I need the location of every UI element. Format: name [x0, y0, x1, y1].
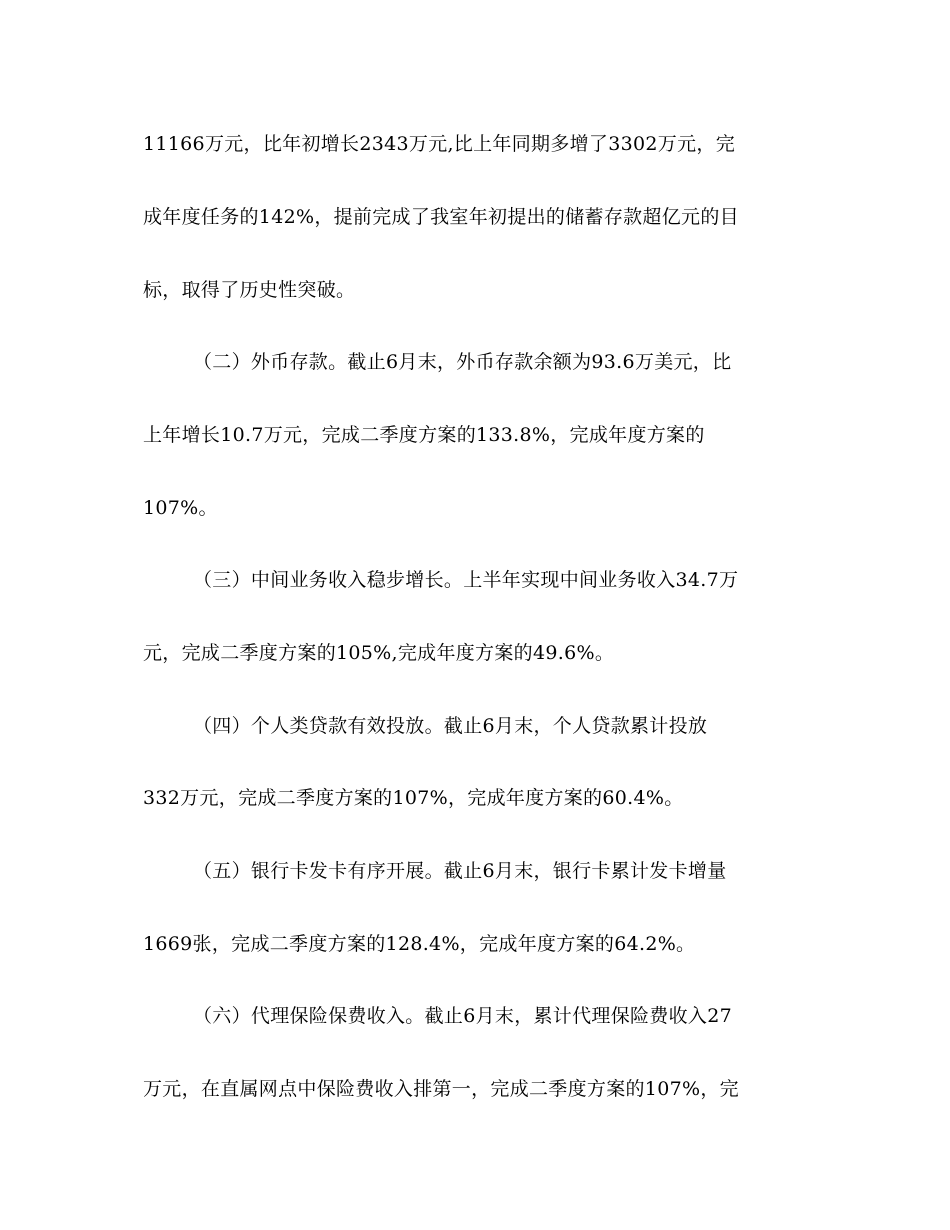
text-line-10: 332万元，完成二季度方案的107%，完成年度方案的60.4%。: [143, 787, 684, 809]
text-line-6: 107%。: [143, 497, 218, 519]
paragraph-2-heading-line: （二）外币存款。截止6月末，外币存款余额为93.6万美元，比: [193, 351, 732, 373]
paragraph-3-heading-line: （三）中间业务收入稳步增长。上半年实现中间业务收入34.7万: [193, 569, 739, 591]
paragraph-6-heading-line: （六）代理保险保费收入。截止6月末，累计代理保险费收入27: [193, 1005, 732, 1027]
text-line-3: 标，取得了历史性突破。: [143, 279, 356, 301]
text-line-8: 元，完成二季度方案的105%,完成年度方案的49.6%。: [143, 642, 615, 664]
paragraph-5-heading-line: （五）银行卡发卡有序开展。截止6月末，银行卡累计发卡增量: [193, 860, 727, 882]
text-line-2: 成年度任务的142%，提前完成了我室年初提出的储蓄存款超亿元的目: [143, 206, 739, 228]
text-line-5: 上年增长10.7万元，完成二季度方案的133.8%，完成年度方案的: [143, 424, 705, 446]
text-line-1: 11166万元，比年初增长2343万元,比上年同期多增了3302万元，完: [143, 133, 735, 155]
paragraph-4-heading-line: （四）个人类贷款有效投放。截止6月末，个人贷款累计投放: [193, 715, 708, 737]
text-line-12: 1669张，完成二季度方案的128.4%，完成年度方案的64.2%。: [143, 933, 696, 955]
text-line-14: 万元，在直属网点中保险费收入排第一，完成二季度方案的107%，完: [143, 1078, 739, 1100]
